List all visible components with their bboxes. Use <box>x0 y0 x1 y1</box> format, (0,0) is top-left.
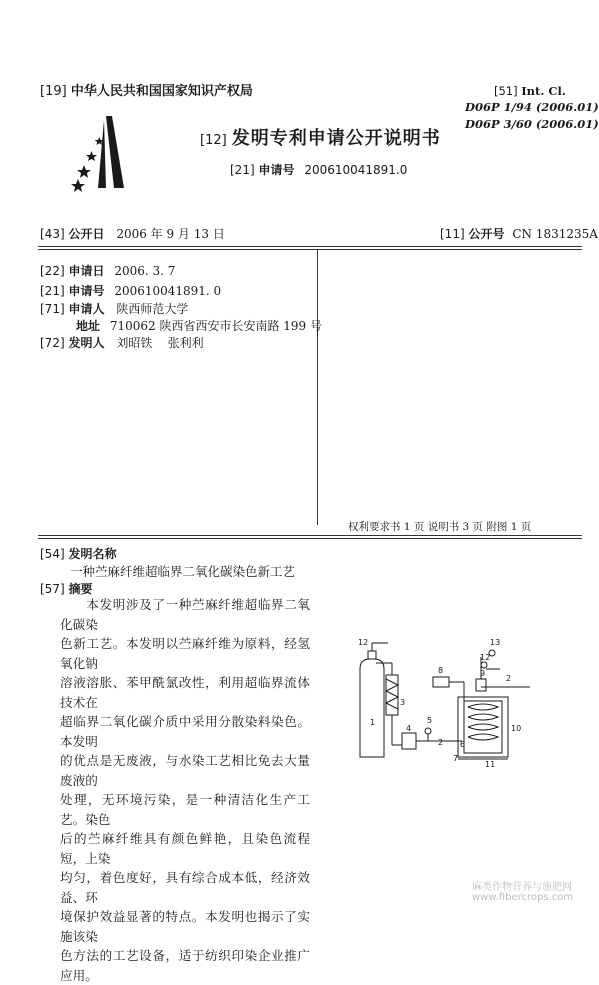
abstract-code: [57] <box>40 582 65 596</box>
document-type <box>200 124 441 150</box>
filter-column <box>386 675 398 715</box>
abstract-line: 本发明涉及了一种苎麻纤维超临界二氧化碳染 <box>60 597 310 632</box>
applicant-label: 申请人 <box>68 302 105 316</box>
publication-number <box>440 225 598 242</box>
gas-cylinder <box>360 659 384 757</box>
address-label: 地址 <box>76 319 101 333</box>
app-no-value: 200610041891.0 <box>304 163 408 177</box>
applicant <box>40 300 188 317</box>
ipc-entry: D06P 3/60 (2006.01) <box>465 117 599 131</box>
office-code: [19] <box>40 84 67 99</box>
valve <box>425 728 431 734</box>
label-4: 4 <box>406 724 412 733</box>
biblio-column-divider <box>317 250 318 525</box>
ipc-block <box>494 84 566 98</box>
application-number <box>40 282 221 299</box>
apparatus-diagram <box>330 635 560 775</box>
app-no-code: [21] <box>230 163 255 177</box>
app-no-value-biblio: 200610041891. 0 <box>114 284 222 298</box>
header-application-number <box>230 161 407 178</box>
filing-date-label: 申请日 <box>68 264 105 278</box>
abstract-line: 境保护效益显著的特点。本发明也揭示了实施该染 <box>60 909 310 944</box>
app-no-code-biblio: [21] <box>40 284 65 298</box>
label-6: 6 <box>460 740 466 749</box>
abstract-label: 摘要 <box>68 582 93 596</box>
label-13: 13 <box>490 638 501 647</box>
office-header <box>40 80 253 99</box>
abstract-line: 处理，无环境污染，是一种清洁化生产工艺。染色 <box>60 792 310 827</box>
divider-bottom <box>38 535 582 536</box>
label-2b: 2 <box>506 674 512 683</box>
abstract-line: 色方法的工艺设备，适于纺织印染企业推广应用。 <box>60 948 310 983</box>
divider-top <box>38 246 582 247</box>
dyeing-vessel <box>458 697 508 757</box>
watermark-line-1: 麻类作物营养与施肥网 <box>472 882 572 893</box>
ipc-label: Int. Cl. <box>521 84 566 98</box>
invention-title-heading <box>40 545 116 562</box>
label-12: 12 <box>480 653 491 662</box>
inventors <box>40 334 204 351</box>
abstract-line: 均匀，着色度好，具有综合成本低，经济效益、环 <box>60 870 310 905</box>
title-code: [54] <box>40 547 65 561</box>
app-no-label-biblio: 申请号 <box>68 284 105 298</box>
applicant-address <box>76 317 322 334</box>
pub-date-value: 2006 年 9 月 13 日 <box>116 227 225 241</box>
abstract-line: 超临界二氧化碳介质中采用分散染料染色。本发明 <box>60 714 310 749</box>
label-3: 3 <box>400 698 406 707</box>
invention-title: 一种苎麻纤维超临界二氧化碳染色新工艺 <box>70 564 296 579</box>
patent-office-logo <box>68 110 144 196</box>
pub-date-code: [43] <box>40 227 65 241</box>
divider-top-2 <box>38 249 582 250</box>
filing-date <box>40 262 175 279</box>
filing-date-code: [22] <box>40 264 65 278</box>
label-1: 1 <box>370 718 376 727</box>
label-5: 5 <box>427 716 433 725</box>
doc-type-code: [12] <box>200 133 227 148</box>
label-7: 7 <box>453 754 459 763</box>
publication-date <box>40 225 225 242</box>
pub-no-label: 公开号 <box>468 227 505 241</box>
pub-date-label: 公开日 <box>68 227 105 241</box>
app-no-label: 申请号 <box>258 163 295 177</box>
title-label: 发明名称 <box>68 547 117 561</box>
ipc-entry: D06P 1/94 (2006.01) <box>465 100 599 114</box>
doc-type-title: 发明专利申请公开说明书 <box>231 128 441 149</box>
label-9: 9 <box>480 669 486 678</box>
abstract-line: 后的苎麻纤维具有颜色鲜艳，且染色流程短，上染 <box>60 831 310 866</box>
label-8: 8 <box>438 666 444 675</box>
office-name: 中华人民共和国国家知识产权局 <box>70 84 253 99</box>
pub-no-value: CN 1831235A <box>512 227 598 241</box>
heater <box>433 677 449 687</box>
watermark-line-2: www.fibercrops.com <box>472 892 574 903</box>
inventor-label: 发明人 <box>68 336 105 350</box>
label-10: 10 <box>511 724 522 733</box>
pump <box>402 733 416 749</box>
abstract-line: 色新工艺。本发明以苎麻纤维为原料，经氢氧化钠 <box>60 636 310 671</box>
page-counts: 权利要求书 1 页 说明书 3 页 附图 1 页 <box>348 521 532 533</box>
label-11: 11 <box>485 760 496 769</box>
abstract-text <box>60 595 310 985</box>
label-2: 2 <box>438 738 444 747</box>
divider-bottom-2 <box>38 538 582 539</box>
pub-no-code: [11] <box>440 227 465 241</box>
address-value: 710062 陕西省西安市长安南路 199 号 <box>109 319 323 333</box>
filing-date-value: 2006. 3. 7 <box>114 264 176 278</box>
label-12-cylinder: 12 <box>358 638 369 647</box>
ipc-code: [51] <box>494 84 518 98</box>
abstract-line: 溶液溶胀、苯甲酰氯改性，利用超临界流体技术在 <box>60 675 310 710</box>
inventor-code: [72] <box>40 336 65 350</box>
applicant-code: [71] <box>40 302 65 316</box>
inventor-names: 刘昭铁 张利利 <box>116 336 204 350</box>
applicant-value: 陕西师范大学 <box>116 302 189 316</box>
abstract-line: 的优点是无废液，与水染工艺相比免去大量废液的 <box>60 753 310 788</box>
